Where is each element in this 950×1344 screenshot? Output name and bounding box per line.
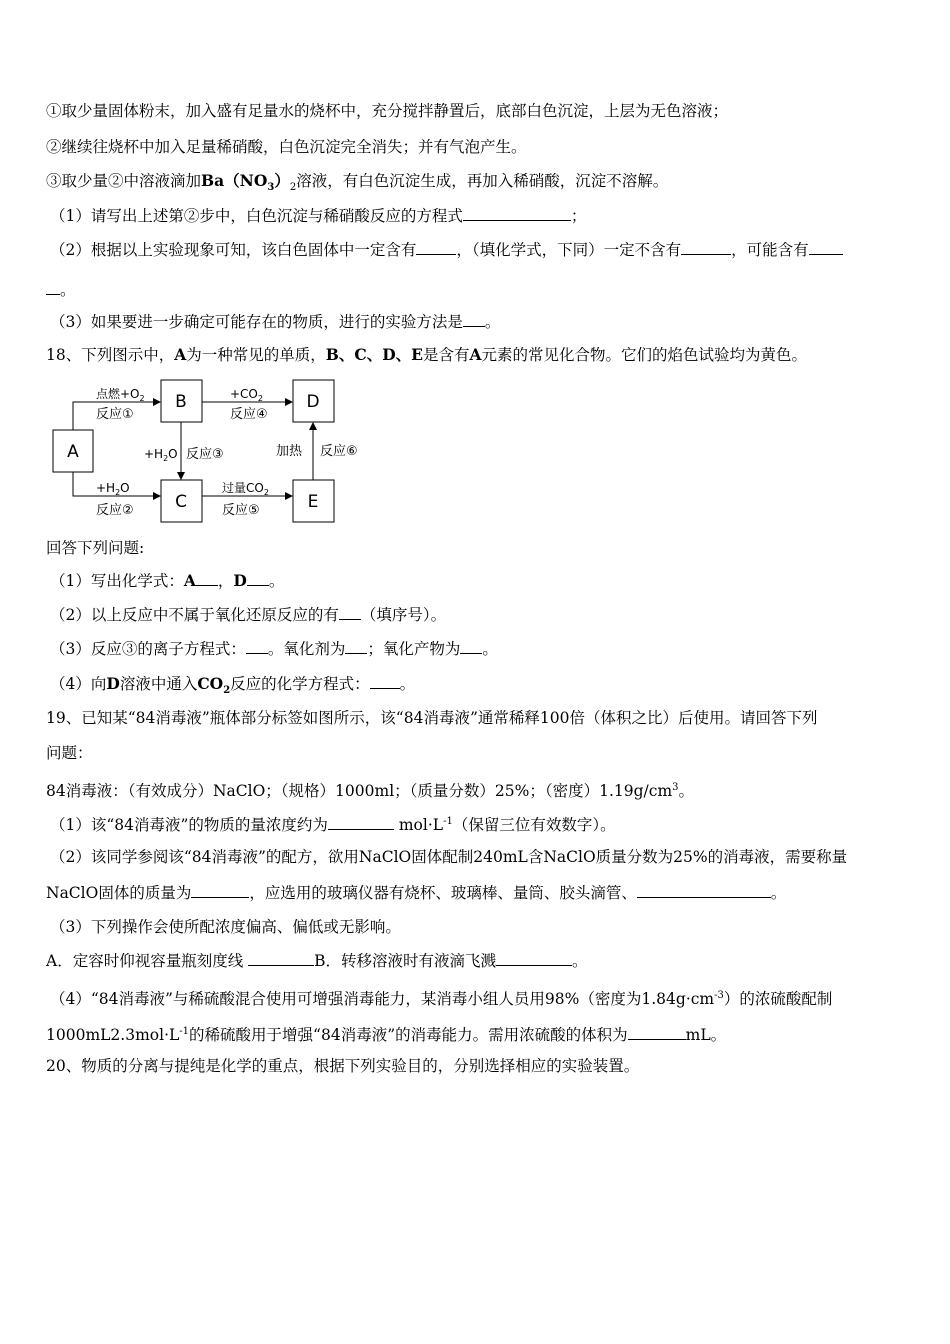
q17-part-1-text: （1）请写出上述第②步中，白色沉淀与稀硝酸反应的方程式	[50, 207, 463, 225]
q17-part-3-end: 。	[484, 313, 501, 331]
q19-title	[46, 707, 817, 729]
q19-part-2-end: 。	[770, 884, 787, 902]
answer-blank[interactable]	[328, 814, 394, 830]
r2-bottom: 反应②	[96, 503, 134, 518]
answer-blank[interactable]	[370, 673, 400, 689]
q18-part-2-end: （填序号）。	[360, 606, 447, 624]
answer-blank[interactable]	[247, 570, 269, 586]
q18-title-b: 为一种常见的单质，	[186, 346, 326, 364]
label-A: A	[67, 442, 79, 462]
answer-blank[interactable]	[246, 638, 268, 654]
answer-blank[interactable]	[196, 570, 218, 586]
q18-part-3-text-b: 。氧化剂为	[267, 640, 346, 658]
answer-blank[interactable]	[345, 638, 367, 654]
answer-blank[interactable]	[496, 950, 572, 966]
step-3-sub2: 2	[289, 182, 297, 194]
q17-part-2-cont	[46, 279, 76, 301]
q19-part-2-text-a: （2）该同学参阅该“84消毒液”的配方，欲用NaClO固体配制240mL含NaClO质量分数为25%的消毒液，需要称量	[50, 848, 848, 866]
answer-blank[interactable]	[460, 638, 482, 654]
r5-bottom: 反应⑤	[222, 503, 260, 518]
step-1-text: ①取少量固体粉末，加入盛有足量水的烧杯中，充分搅拌静置后，底部白色沉淀，上层为无色溶液；	[46, 102, 729, 120]
q19-part-4-end: mL。	[685, 1026, 727, 1045]
q18-part-4-text-a: （4）向	[50, 675, 107, 693]
r3-left: $+H_2O$	[144, 447, 178, 463]
q17-part-3	[50, 311, 500, 333]
q18-part-4-D: D	[106, 674, 120, 693]
q18-part-1-A: A	[183, 571, 196, 590]
r1-top: 点燃$+O_2$	[96, 387, 145, 403]
step-1	[46, 100, 728, 122]
q18-number: 18、	[46, 346, 82, 364]
q18-part-3-text-c: ；氧化产物为	[367, 640, 461, 658]
q19-part-1-text-b: mol·L	[393, 816, 444, 835]
q19-part-1-text-c: （保留三位有效数字）。	[452, 816, 616, 835]
q18-title-d: 元素的常见化合物。它们的焰色试验均为黄色。	[481, 346, 808, 364]
label-D: D	[306, 392, 320, 412]
q18-answer-intro-text: 回答下列问题:	[46, 539, 145, 557]
q19-part-1-sup: -1	[443, 816, 453, 827]
q19-part-4-sup2: -1	[179, 1026, 190, 1037]
step-3	[46, 170, 668, 199]
q18-answer-intro	[46, 537, 144, 559]
q19-part-2-text-c: ，应选用的玻璃仪器有烧杯、玻璃棒、量筒、胶头滴管、	[249, 884, 637, 902]
q17-part-3-text: （3）如果要进一步确定可能存在的物质，进行的实验方法是	[50, 313, 463, 331]
r1-bottom: 反应①	[96, 407, 134, 422]
q19-part-1	[50, 811, 616, 836]
q19-part-2	[50, 846, 847, 868]
q17-part-2	[50, 239, 843, 261]
q18-part-1	[50, 570, 284, 592]
r4-bottom: 反应④	[230, 407, 268, 422]
q18-part-4-co: CO	[197, 674, 224, 693]
answer-blank[interactable]	[463, 205, 571, 221]
q19-part-4-text-a: （4）“84消毒液”与稀硫酸混合使用可增强消毒能力，某消毒小组人员用98%（密度为1.84g·cm	[50, 990, 715, 1009]
q17-part-2-text-c: ，可能含有	[731, 241, 809, 259]
answer-blank[interactable]	[628, 1024, 686, 1040]
q18-title-A: A	[174, 345, 187, 364]
q19-part-3-end: 。	[572, 952, 588, 970]
q18-title	[46, 344, 807, 366]
q18-part-1-comma: ，	[217, 572, 234, 590]
q17-part-1-end: ；	[570, 207, 587, 225]
q18-part-2-text: （2）以上反应中不属于氧化还原反应的有	[50, 606, 339, 624]
q18-part-2	[50, 604, 446, 626]
q19-title-2	[46, 742, 93, 764]
step-3-sub: 3	[267, 182, 275, 194]
label-E: E	[307, 492, 319, 512]
q19-title-text: 19、已知某“84消毒液”瓶体部分标签如图所示，该“84消毒液”通常稀释100倍（体积之比）后使用。请回答下列	[46, 709, 818, 727]
answer-blank[interactable]	[416, 239, 456, 255]
q19-part-4-sup: -3	[714, 990, 724, 1001]
q18-part-1-end: 。	[268, 572, 285, 590]
r4-top: $+CO_2$	[230, 387, 263, 403]
q19-label-end: 。	[678, 782, 695, 801]
q19-title-2-text: 问题：	[46, 744, 93, 762]
q19-part-1-text-a: （1）该“84消毒液”的物质的量浓度约为	[50, 816, 328, 835]
q17-part-1	[50, 205, 586, 227]
label-C: C	[175, 492, 187, 512]
q19-part-3-text: （3）下列操作会使所配浓度偏高、偏低或无影响。	[50, 918, 401, 936]
answer-blank[interactable]	[339, 604, 361, 620]
q18-part-4-text-c: 反应的化学方程式：	[230, 675, 370, 693]
r5-top: 过量$CO_2$	[222, 481, 269, 497]
answer-blank[interactable]	[46, 279, 60, 295]
answer-blank[interactable]	[809, 239, 843, 255]
q18-part-4-text-b: 溶液中通入	[119, 675, 198, 693]
r2-top: $+H_2O$	[96, 481, 130, 497]
answer-blank[interactable]	[681, 239, 731, 255]
q19-part-3-option-a: A．定容时仰视容量瓶刻度线	[46, 952, 249, 970]
step-3-close: ）	[274, 171, 290, 190]
q18-title-A2: A	[469, 345, 482, 364]
step-2-text: ②继续往烧杯中加入足量稀硝酸，白色沉淀完全消失；并有气泡产生。	[46, 138, 527, 156]
q18-part-4-sub: 2	[223, 685, 231, 697]
q18-part-3-end: 。	[482, 640, 498, 658]
r6-left: 加热	[276, 444, 303, 459]
q18-part-3-text-a: （3）反应③的离子方程式：	[50, 640, 246, 658]
step-3-text-end: 溶液，有白色沉淀生成，再加入稀硝酸，沉淀不溶解。	[296, 172, 669, 190]
q19-part-4-text-d: 的稀硫酸用于增强“84消毒液”的消毒能力。需用浓硫酸的体积为	[189, 1026, 628, 1045]
q18-title-a: 下列图示中，	[81, 346, 175, 364]
q19-part-4	[50, 985, 832, 1010]
q18-title-c: 是含有	[423, 346, 470, 364]
q18-part-1-text: （1）写出化学式：	[50, 572, 184, 590]
q20-title	[46, 1055, 639, 1077]
r6-right: 反应⑥	[320, 444, 358, 459]
q19-label	[46, 777, 694, 802]
q19-label-text: 84消毒液：（有效成分）NaClO；（规格）1000ml；（质量分数）25%；（密度）1.19g/cm	[46, 782, 673, 801]
answer-blank[interactable]	[463, 311, 485, 327]
q17-part-2-text-b: ，（填化学式，下同）一定不含有	[456, 241, 682, 259]
q19-label-sup: 3	[672, 782, 679, 793]
q19-part-2-text-b: NaClO固体的质量为	[46, 884, 192, 902]
q19-part-2-cont	[46, 882, 786, 904]
q19-part-3-options	[46, 950, 588, 972]
q19-part-4-cont	[46, 1021, 726, 1046]
r3-right: 反应③	[186, 447, 224, 462]
q19-part-4-text-b: ）的浓硫酸配制	[723, 990, 833, 1009]
answer-blank[interactable]	[637, 882, 771, 898]
q19-part-3	[50, 916, 401, 938]
q18-part-4-end: 。	[399, 675, 416, 693]
step-3-formula: Ba（NO	[201, 171, 268, 190]
answer-blank[interactable]	[248, 950, 314, 966]
q18-part-3	[50, 638, 498, 660]
step-2	[46, 136, 527, 158]
q19-part-4-text-c: 1000mL2.3mol·L	[46, 1026, 180, 1045]
label-B: B	[175, 392, 187, 412]
q17-part-2-end: 。	[60, 281, 76, 299]
q18-part-4	[50, 673, 415, 702]
q19-part-3-option-b: B．转移溶液时有液滴飞溅	[314, 952, 497, 970]
q20-title-text: 20、物质的分离与提纯是化学的重点，根据下列实验目的，分别选择相应的实验装置。	[46, 1057, 640, 1075]
q18-part-1-D: D	[233, 571, 247, 590]
q18-title-bcde: B、C、D、E	[325, 345, 423, 364]
step-3-text: ③取少量②中溶液滴加	[46, 172, 202, 190]
q17-part-2-text-a: （2）根据以上实验现象可知，该白色固体中一定含有	[50, 241, 417, 259]
answer-blank[interactable]	[191, 882, 249, 898]
reaction-diagram	[50, 372, 380, 532]
